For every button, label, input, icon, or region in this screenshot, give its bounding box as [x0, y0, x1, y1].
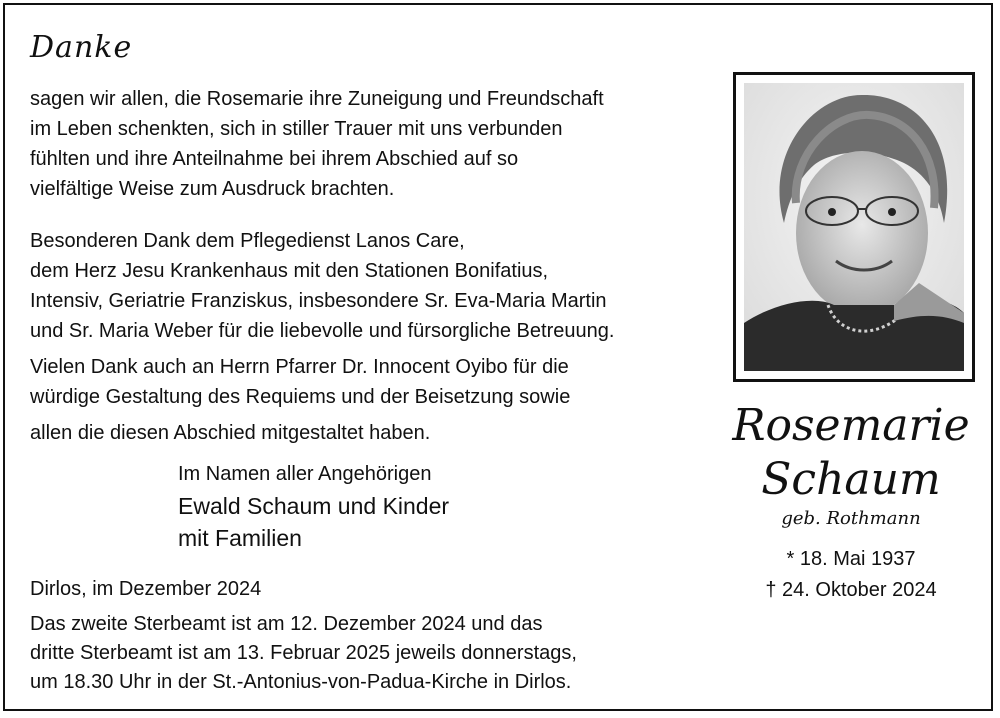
pastor-thanks-paragraph [30, 352, 570, 448]
pastor-thanks-line: allen die diesen Abschied mitgestaltet haben. [30, 422, 431, 444]
portrait-image [744, 83, 964, 371]
memorial-mass-notice [30, 610, 577, 697]
portrait-photo [733, 72, 975, 382]
death-date: † 24. Oktober 2024 [765, 579, 937, 601]
deceased-first-name: Rosemarie [732, 400, 970, 451]
birth-name: geb. Rothmann [781, 508, 921, 529]
life-dates [720, 544, 982, 606]
signature-families: mit Familien [178, 525, 302, 551]
special-thanks-paragraph [30, 226, 614, 346]
special-thanks-line: und Sr. Maria Weber für die liebevolle und fürsorgliche Betreuung. [30, 320, 615, 342]
signature-block [178, 458, 449, 554]
deceased-last-name: Schaum [761, 454, 941, 505]
pastor-thanks-line: Vielen Dank auch an Herrn Pfarrer Dr. Innocent Oyibo für die [30, 356, 569, 378]
thanks-line: im Leben schenkten, sich in stiller Trauer mit uns verbunden [30, 118, 563, 140]
special-thanks-line: dem Herz Jesu Krankenhaus mit den Stationen Bonifatius, [30, 260, 549, 282]
special-thanks-line: Intensiv, Geriatrie Franziskus, insbesondere Sr. Eva-Maria Martin [30, 290, 607, 312]
thanks-line: sagen wir allen, die Rosemarie ihre Zuneigung und Freundschaft [30, 88, 604, 110]
notice-line: Das zweite Sterbeamt ist am 12. Dezember 2024 und das [30, 613, 543, 635]
thanks-line: fühlten und ihre Anteilnahme bei ihrem Abschied auf so [30, 148, 519, 170]
notice-line: um 18.30 Uhr in der St.-Antonius-von-Padua-Kirche in Dirlos. [30, 671, 572, 693]
thanks-line: vielfältige Weise zum Ausdruck brachten. [30, 178, 395, 200]
heading-danke: Danke [30, 30, 133, 65]
notice-line: dritte Sterbeamt ist am 13. Februar 2025 jeweils donnerstags, [30, 642, 577, 664]
birth-date: * 18. Mai 1937 [786, 548, 916, 570]
pastor-thanks-line: würdige Gestaltung des Requiems und der Beisetzung sowie [30, 386, 571, 408]
place-date: Dirlos, im Dezember 2024 [30, 578, 262, 600]
special-thanks-line: Besonderen Dank dem Pflegedienst Lanos Care, [30, 230, 465, 252]
thanks-paragraph [30, 84, 604, 204]
signature-names: Ewald Schaum und Kinder [178, 493, 450, 519]
signature-intro: Im Namen aller Angehörigen [178, 463, 432, 485]
